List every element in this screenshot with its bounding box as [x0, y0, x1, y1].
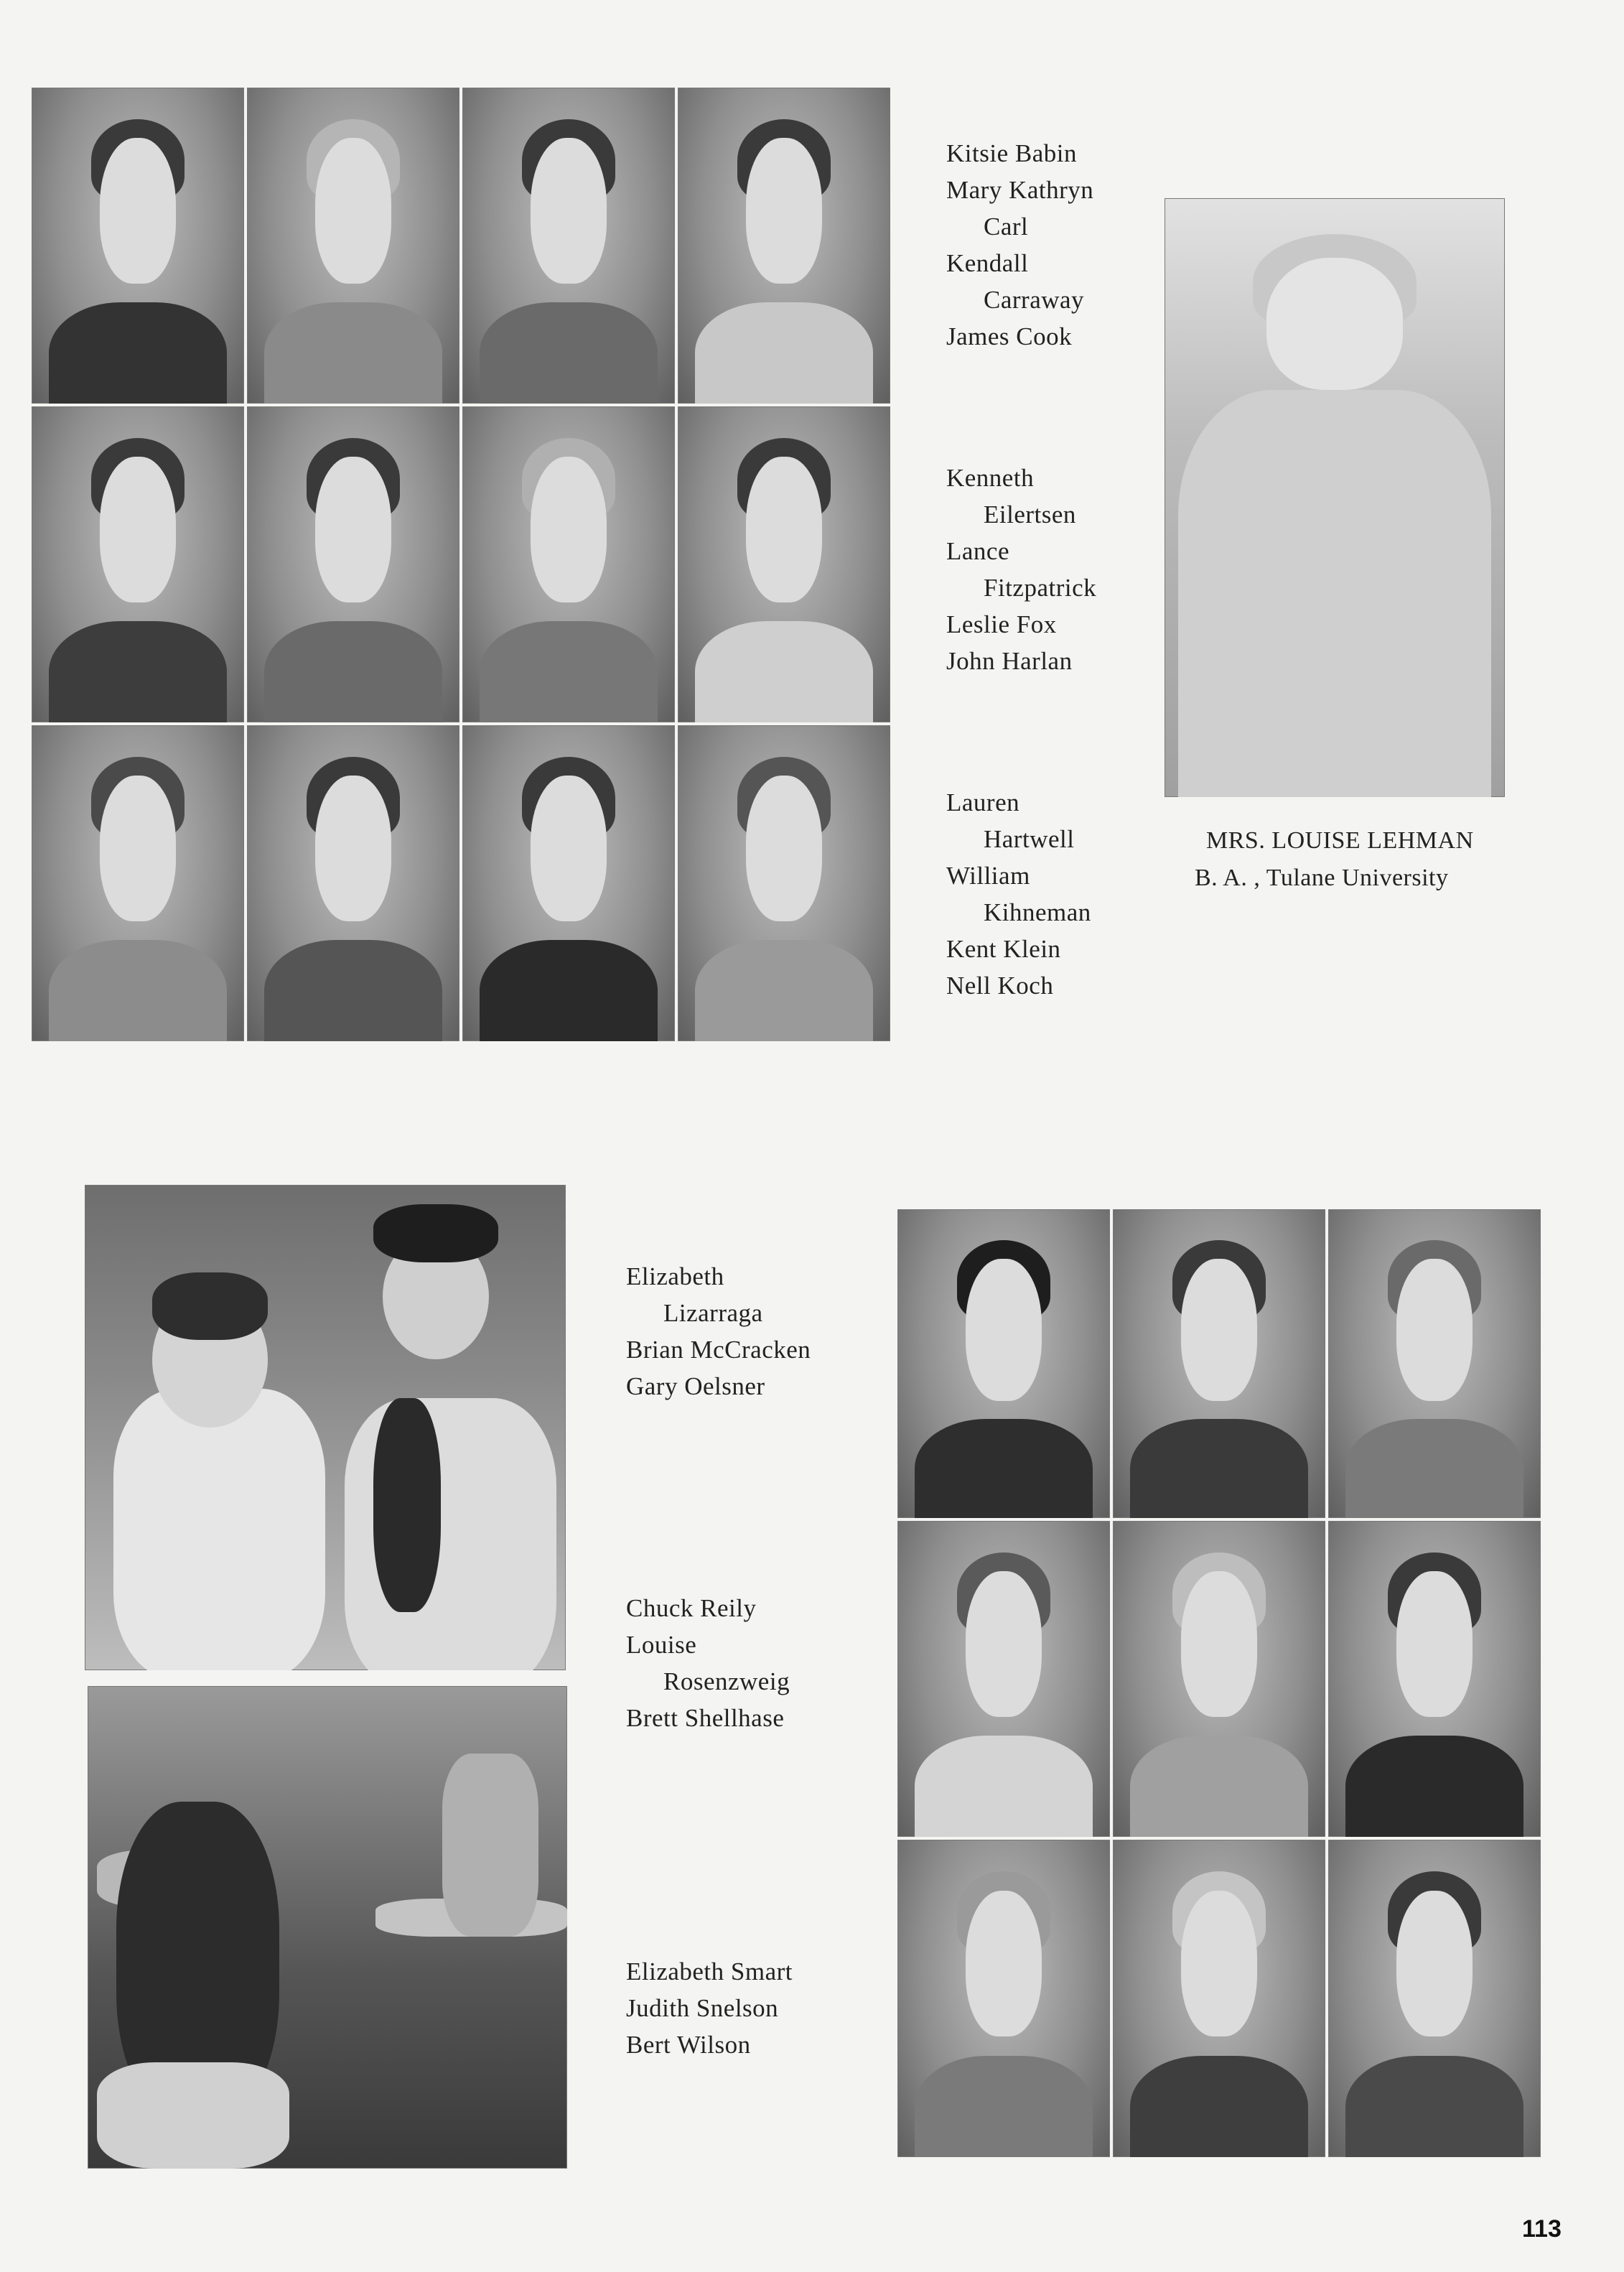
student-portrait	[32, 725, 244, 1041]
name-list-row-1	[946, 135, 1093, 355]
student-portrait	[247, 88, 459, 404]
student-name: Carl	[984, 213, 1029, 241]
teacher-degree: B. A. , Tulane University	[1195, 865, 1449, 891]
student-name: Kitsie Babin	[946, 139, 1077, 167]
candid-photo-costumes	[85, 1185, 566, 1670]
student-name: Hartwell	[984, 825, 1075, 853]
student-portrait	[678, 406, 890, 722]
student-name: Leslie Fox	[946, 610, 1057, 638]
student-portrait	[1328, 1840, 1541, 2157]
student-portrait	[462, 88, 675, 404]
student-portrait	[247, 725, 459, 1041]
student-name: Kent Klein	[946, 935, 1061, 963]
student-portrait	[1328, 1209, 1541, 1518]
student-portrait	[1113, 1840, 1325, 2157]
student-portrait	[678, 88, 890, 404]
candid-photo-classroom	[88, 1686, 567, 2169]
student-portrait	[462, 725, 675, 1041]
student-name: Lance	[946, 537, 1009, 565]
student-portrait	[897, 1840, 1110, 2157]
student-name: Eilertsen	[984, 501, 1076, 529]
student-portrait	[1113, 1521, 1325, 1837]
student-name: James Cook	[946, 322, 1073, 350]
student-name: Mary Kathryn	[946, 176, 1094, 204]
student-name: Chuck Reily	[626, 1594, 757, 1622]
student-name: Louise	[626, 1631, 697, 1659]
student-portrait	[32, 406, 244, 722]
student-portrait	[247, 406, 459, 722]
name-list-row-6	[626, 1953, 793, 2063]
student-name: Bert Wilson	[626, 2031, 751, 2059]
student-name: Carraway	[984, 286, 1085, 314]
teacher-portrait	[1165, 198, 1505, 797]
student-name: Elizabeth Smart	[626, 1957, 793, 1985]
student-name: Nell Koch	[946, 972, 1054, 1000]
student-name: Kendall	[946, 249, 1029, 277]
name-list-row-4	[626, 1258, 811, 1405]
student-portrait	[678, 725, 890, 1041]
name-list-row-3	[946, 784, 1091, 1004]
student-name: Judith Snelson	[626, 1994, 779, 2022]
student-name: John Harlan	[946, 647, 1073, 675]
student-name: Lizarraga	[663, 1299, 763, 1327]
student-name: William	[946, 862, 1030, 890]
page-number: 113	[1522, 2215, 1562, 2243]
student-portrait	[897, 1209, 1110, 1518]
student-portrait	[462, 406, 675, 722]
student-name: Brett Shellhase	[626, 1704, 785, 1732]
student-name: Kenneth	[946, 464, 1035, 492]
student-name: Elizabeth	[626, 1262, 724, 1290]
student-portrait	[1113, 1209, 1325, 1518]
student-name: Gary Oelsner	[626, 1372, 765, 1400]
name-list-row-5	[626, 1590, 790, 1736]
student-name: Fitzpatrick	[984, 574, 1097, 602]
student-name: Lauren	[946, 788, 1020, 816]
student-portrait	[897, 1521, 1110, 1837]
teacher-name: MRS. LOUISE LEHMAN	[1206, 827, 1474, 854]
student-portrait	[32, 88, 244, 404]
student-name: Brian McCracken	[626, 1336, 811, 1364]
student-portrait	[1328, 1521, 1541, 1837]
student-name: Rosenzweig	[663, 1667, 790, 1695]
name-list-row-2	[946, 460, 1096, 679]
student-name: Kihneman	[984, 898, 1091, 926]
